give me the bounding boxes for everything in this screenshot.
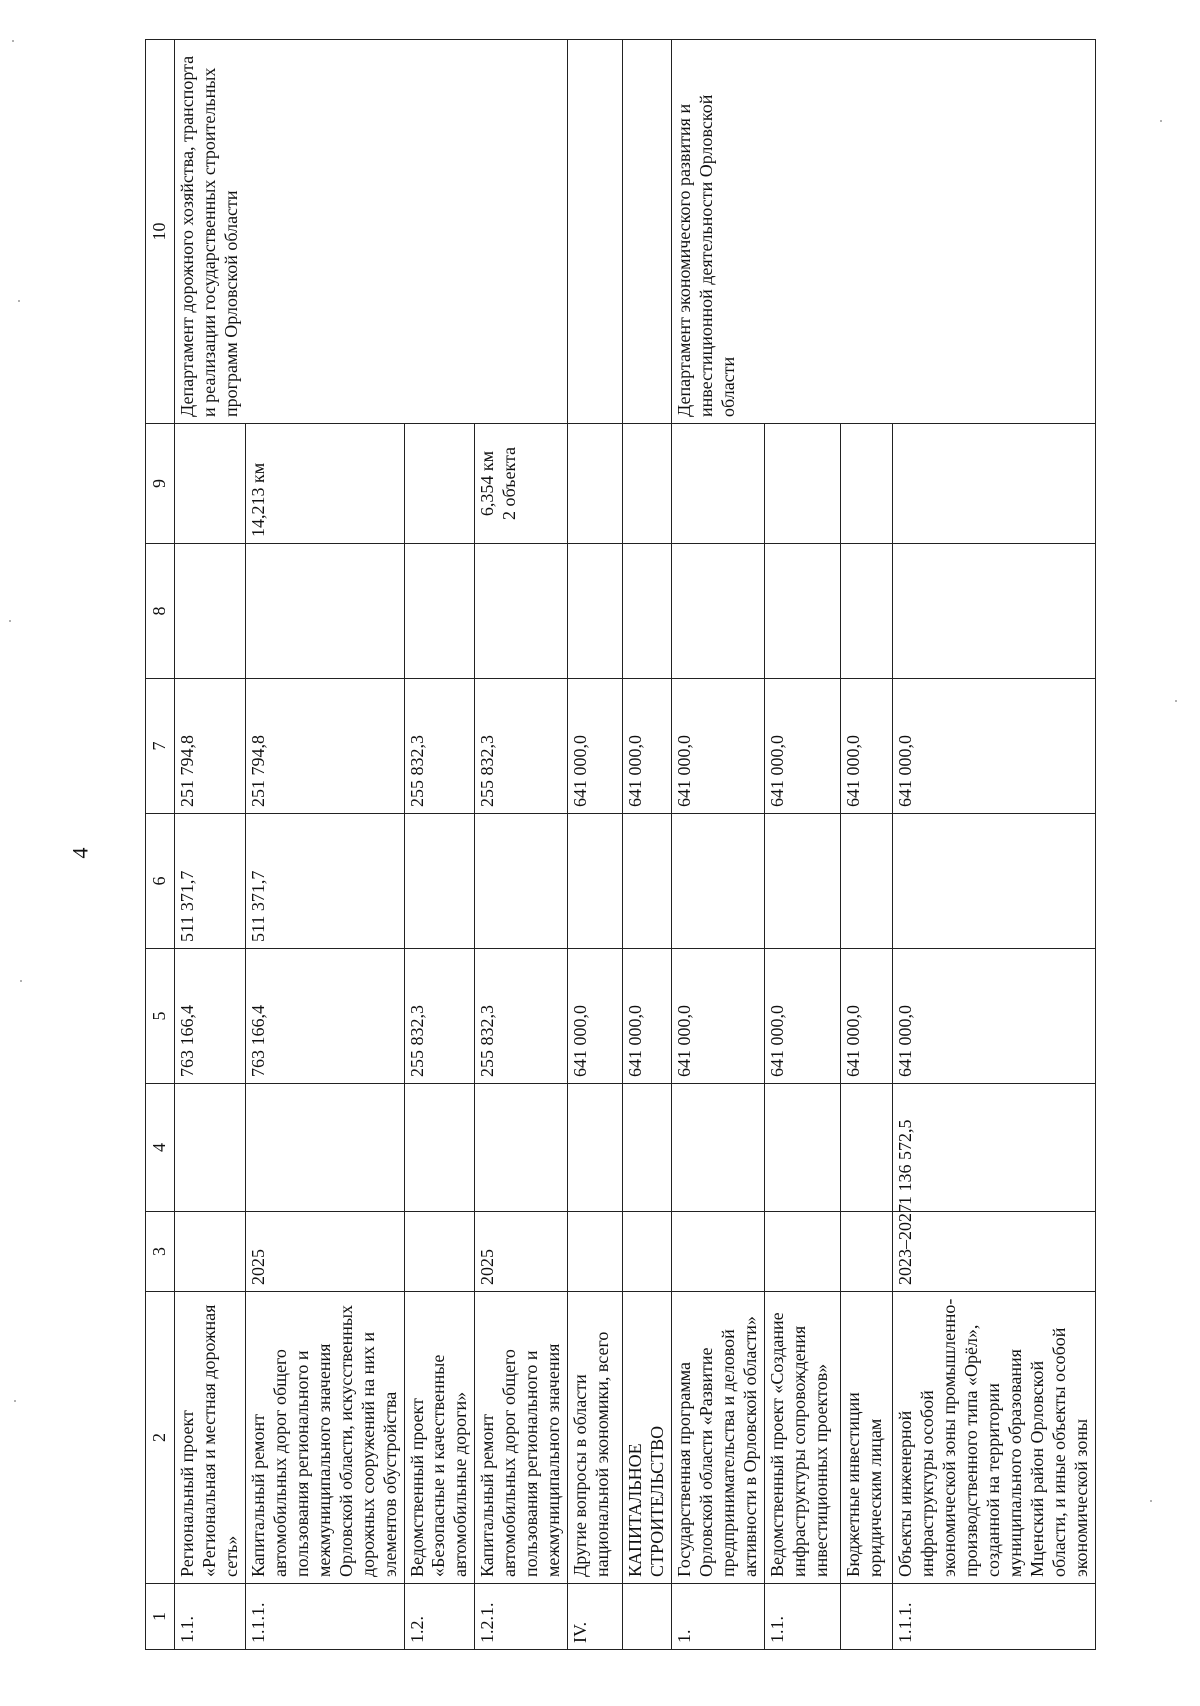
cell-period: [175, 1212, 246, 1292]
cell-value: [672, 814, 765, 949]
cell-period: 2023–2027: [892, 1212, 1095, 1292]
cell-department-road: Департамент дорожного хозяйства, транспорта и реализации государственных строительных программ Орловской области: [175, 40, 568, 424]
table-row: [672, 40, 765, 1650]
scan-speck: [18, 300, 20, 302]
cell-total: 641 000,0: [840, 949, 892, 1084]
cell-period: 2025: [475, 1212, 568, 1292]
table-row: [623, 40, 672, 1650]
cell-cost: [568, 1084, 623, 1212]
cell-value: [568, 544, 623, 679]
cell-value: 255 832,3: [404, 679, 475, 814]
cell-value: [404, 544, 475, 679]
scan-speck: [1150, 1500, 1152, 1502]
col-header: 4: [146, 1084, 175, 1212]
cell-name: Капитальный ремонт автомобильных дорог общего пользования регионального и межмуниципального значения: [475, 1292, 568, 1584]
scan-speck: [12, 40, 14, 42]
col-header: 10: [146, 40, 175, 424]
scan-speck: [1160, 120, 1162, 122]
col-header: 1: [146, 1584, 175, 1650]
cell-name: Ведомственный проект «Создание инфраструктуры сопровождения инвестиционных проектов»: [764, 1292, 840, 1584]
cell-cost: [175, 1084, 246, 1212]
scan-speck: [14, 1400, 16, 1402]
cell-period: [568, 1212, 623, 1292]
cell-value: 641 000,0: [892, 679, 1095, 814]
header-row: [146, 40, 175, 1650]
cell-value: [568, 814, 623, 949]
cell-capacity: [175, 424, 246, 544]
cell-cost: [245, 1084, 404, 1212]
cell-value: [623, 544, 672, 679]
cell-cost: [840, 1084, 892, 1212]
cell-capacity: [404, 424, 475, 544]
cell-name: Объекты инженерной инфраструктуры особой экономической зоны промышленно-производственного типа «Орёл», созданной на территории муниципального образования Мценский район Орловской области, и иные объекты особой экономической зоны: [892, 1292, 1095, 1584]
cell-period: [840, 1212, 892, 1292]
cell-name: Капитальный ремонт автомобильных дорог общего пользования регионального и межмуниципального значения Орловской области, искусственных дорожных сооружений на них и элементов обустройства: [245, 1292, 404, 1584]
budget-table: [145, 39, 1096, 1650]
col-header: 9: [146, 424, 175, 544]
cell-value: [404, 814, 475, 949]
cell-value: [245, 544, 404, 679]
cell-value: 251 794,8: [245, 679, 404, 814]
scan-speck: [9, 620, 11, 622]
cell-cost: [404, 1084, 475, 1212]
cell-value: [840, 814, 892, 949]
cell-cost: [672, 1084, 765, 1212]
cell-value: [892, 544, 1095, 679]
cell-total: 641 000,0: [568, 949, 623, 1084]
cell-total: 641 000,0: [892, 949, 1095, 1084]
cell-value: [892, 814, 1095, 949]
cell-value: 511 371,7: [175, 814, 246, 949]
table-row: [175, 40, 246, 1650]
rotated-table-container: [145, 40, 1091, 1650]
cell-value: [840, 544, 892, 679]
cell-total: 763 166,4: [175, 949, 246, 1084]
cell-period: [623, 1212, 672, 1292]
col-header: 8: [146, 544, 175, 679]
cell-name: Другие вопросы в области национальной экономики, всего: [568, 1292, 623, 1584]
cell-department: [623, 40, 672, 424]
cell-index: [840, 1584, 892, 1650]
cell-name: Бюджетные инвестиции юридическим лицам: [840, 1292, 892, 1584]
cell-period: [672, 1212, 765, 1292]
cell-total: 641 000,0: [672, 949, 765, 1084]
cell-value: 251 794,8: [175, 679, 246, 814]
cell-index: 1.2.: [404, 1584, 475, 1650]
cell-value: 641 000,0: [568, 679, 623, 814]
cell-department-econ: Департамент экономического развития и инвестиционной деятельности Орловской области: [672, 40, 1095, 424]
cell-value: 641 000,0: [623, 679, 672, 814]
table-row: [568, 40, 623, 1650]
cell-total: 641 000,0: [623, 949, 672, 1084]
scan-speck: [20, 980, 22, 982]
cell-index: [623, 1584, 672, 1650]
cell-cost: 1 136 572,5: [892, 1084, 1095, 1212]
cell-value: 255 832,3: [475, 679, 568, 814]
cell-value: [175, 544, 246, 679]
col-header: 6: [146, 814, 175, 949]
cell-cost: [475, 1084, 568, 1212]
cell-total: 763 166,4: [245, 949, 404, 1084]
cell-value: 641 000,0: [840, 679, 892, 814]
cell-index: 1.: [672, 1584, 765, 1650]
cell-capacity: [672, 424, 765, 544]
cell-capacity: [623, 424, 672, 544]
cell-name: КАПИТАЛЬНОЕ СТРОИТЕЛЬСТВО: [623, 1292, 672, 1584]
cell-capacity: [764, 424, 840, 544]
cell-value: 641 000,0: [764, 679, 840, 814]
cell-cost: [623, 1084, 672, 1212]
cell-index: 1.1.: [175, 1584, 246, 1650]
cell-name: Ведомственный проект «Безопасные и качественные автомобильные дороги»: [404, 1292, 475, 1584]
cell-total: 641 000,0: [764, 949, 840, 1084]
cell-value: [623, 814, 672, 949]
cell-capacity: [892, 424, 1095, 544]
cell-value: [475, 814, 568, 949]
cell-period: [404, 1212, 475, 1292]
cell-index: 1.1.1.: [892, 1584, 1095, 1650]
cell-capacity: [840, 424, 892, 544]
cell-total: 255 832,3: [404, 949, 475, 1084]
cell-cost: [764, 1084, 840, 1212]
col-header: 5: [146, 949, 175, 1084]
cell-department: [568, 40, 623, 424]
cell-period: 2025: [245, 1212, 404, 1292]
cell-capacity: [568, 424, 623, 544]
cell-capacity: 14,213 км: [245, 424, 404, 544]
cell-period: [764, 1212, 840, 1292]
cell-value: [764, 814, 840, 949]
page-number: 4: [67, 847, 93, 859]
cell-name: Региональный проект «Региональная и местная дорожная сеть»: [175, 1292, 246, 1584]
cell-index: 1.1.1.: [245, 1584, 404, 1650]
cell-total: 255 832,3: [475, 949, 568, 1084]
cell-value: [764, 544, 840, 679]
cell-index: IV.: [568, 1584, 623, 1650]
cell-name: Государственная программа Орловской области «Развитие предпринимательства и деловой активности в Орловской области»: [672, 1292, 765, 1584]
scan-speck: [1175, 700, 1177, 702]
col-header: 3: [146, 1212, 175, 1292]
cell-index: 1.2.1.: [475, 1584, 568, 1650]
cell-value: [475, 544, 568, 679]
col-header: 7: [146, 679, 175, 814]
cell-index: 1.1.: [764, 1584, 840, 1650]
cell-capacity: 6,354 км 2 объекта: [475, 424, 568, 544]
col-header: 2: [146, 1292, 175, 1584]
cell-value: 511 371,7: [245, 814, 404, 949]
cell-value: 641 000,0: [672, 679, 765, 814]
cell-value: [672, 544, 765, 679]
